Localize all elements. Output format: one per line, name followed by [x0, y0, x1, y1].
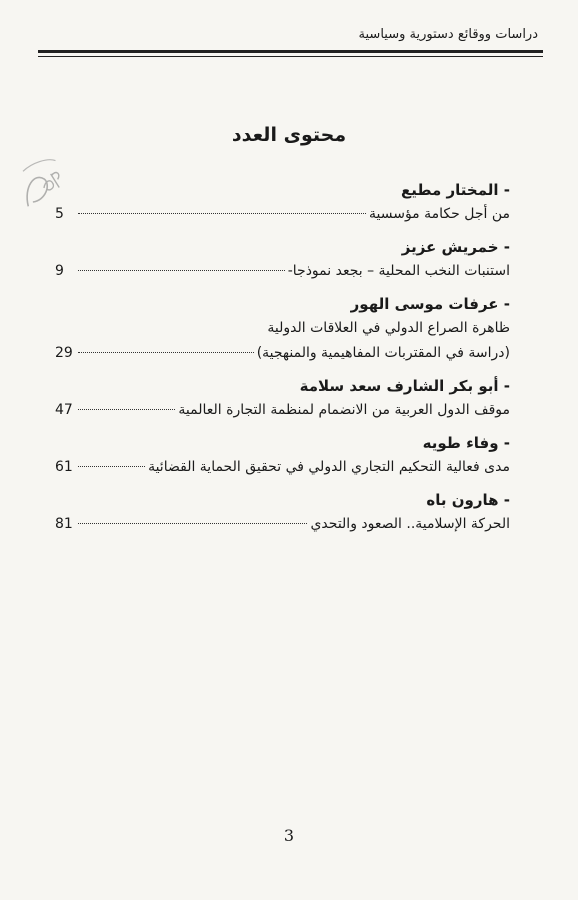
- toc-leader-dots: [78, 522, 307, 524]
- toc-line-title: الحركة الإسلامية.. الصعود والتحدي: [310, 516, 510, 532]
- toc-entry: [55, 178, 510, 227]
- toc-page-number: 29: [55, 345, 73, 361]
- toc-leader-dots: [78, 408, 175, 410]
- toc-page-number: 61: [55, 459, 73, 475]
- toc-leader-dots: [78, 351, 254, 353]
- toc-author: - وفاء طويه: [422, 434, 510, 452]
- toc-line[interactable]: [55, 259, 510, 284]
- toc-line-title: موقف الدول العربية من الانضمام لمنظمة التجارة العالمية: [178, 402, 510, 418]
- toc-entry: [55, 292, 510, 366]
- toc-page-number: 5: [55, 206, 64, 222]
- toc-title: محتوى العدد: [231, 124, 347, 146]
- toc-leader-dots: [78, 212, 366, 214]
- toc-line-title: استنبات النخب المحلية – بجعد نموذجا-: [287, 263, 510, 279]
- toc-line-title: (دراسة في المقتربات المفاهيمية والمنهجية): [256, 345, 510, 361]
- toc-page-number: 9: [55, 263, 64, 279]
- toc-author: - عرفات موسى الهور: [350, 295, 510, 313]
- header-rule-thin: [38, 56, 543, 57]
- toc-line-title: مدى فعالية التحكيم التجاري الدولي في تحقيق الحماية القضائية: [148, 459, 510, 475]
- toc-line[interactable]: [55, 202, 510, 227]
- toc-page-number: 81: [55, 516, 73, 532]
- header-rule-thick: [38, 50, 543, 53]
- toc-entry: [55, 488, 510, 537]
- toc-line[interactable]: [55, 316, 510, 341]
- toc-leader-dots: [78, 465, 145, 467]
- toc-list: [55, 178, 510, 545]
- toc-author: - المختار مطيع: [401, 181, 510, 199]
- toc-line[interactable]: [55, 341, 510, 366]
- toc-page-number: 47: [55, 402, 73, 418]
- toc-author: - هارون باه: [426, 491, 510, 509]
- toc-line-title: من أجل حكامة مؤسسية: [369, 206, 510, 222]
- toc-line[interactable]: [55, 455, 510, 480]
- toc-entry: [55, 235, 510, 284]
- toc-author: - خمريش عزيز: [401, 238, 510, 256]
- toc-line-title: ظاهرة الصراع الدولي في العلاقات الدولية: [267, 320, 510, 336]
- toc-leader-dots: [78, 269, 285, 271]
- running-header: دراسات ووقائع دستورية وسياسية: [358, 27, 538, 42]
- toc-line[interactable]: [55, 398, 510, 423]
- toc-author: - أبو بكر الشارف سعد سلامة: [299, 377, 510, 395]
- toc-entry: [55, 431, 510, 480]
- toc-line[interactable]: [55, 512, 510, 537]
- page-number: 3: [283, 826, 295, 845]
- toc-entry: [55, 374, 510, 423]
